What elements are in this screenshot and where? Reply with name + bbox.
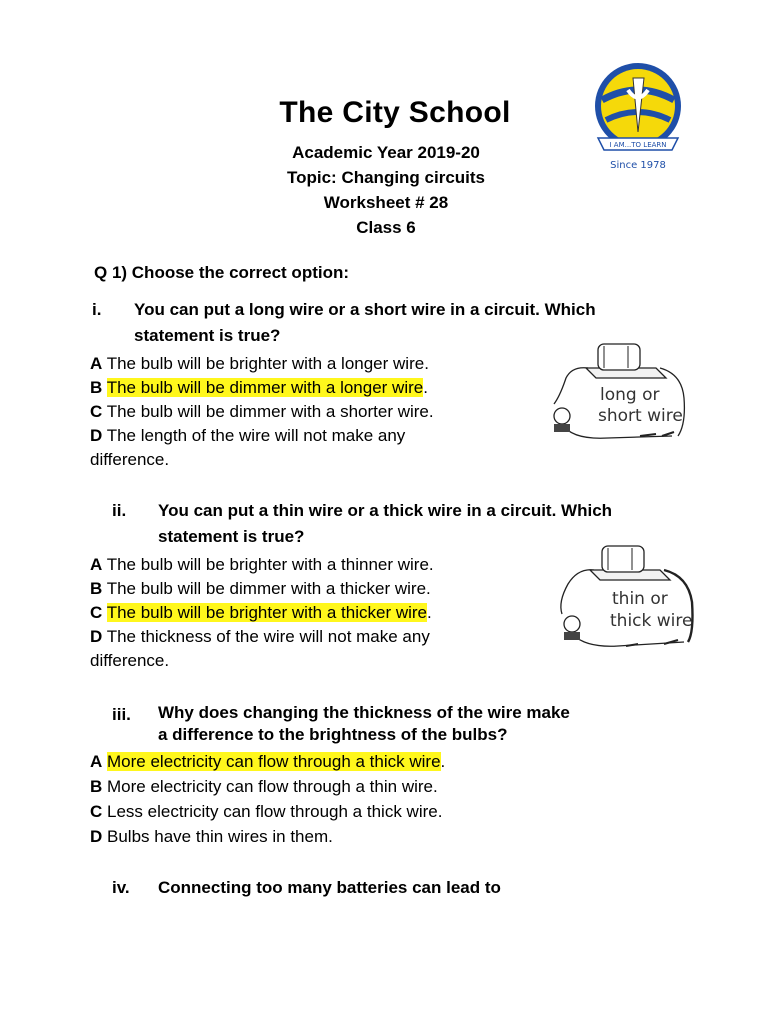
bulb-icon <box>564 616 580 632</box>
option-text: Bulbs have thin wires in them <box>107 827 329 846</box>
question-text-line: Connecting too many batteries can lead to <box>158 878 501 897</box>
option-text: Less electricity can flow through a thick wire <box>107 802 438 821</box>
option-letter: A <box>90 555 103 574</box>
option-letter: D <box>90 827 103 846</box>
question-text <box>158 875 501 901</box>
wire <box>561 570 594 614</box>
option-text: The bulb will be brighter with a longer wire <box>106 354 425 373</box>
wire <box>572 634 684 646</box>
figure-label-line: thin or <box>612 589 668 609</box>
bulb-holder <box>554 424 570 432</box>
circuit-diagram <box>538 540 704 656</box>
figure-label-line: thick wire <box>610 611 693 631</box>
question-text-line: statement is true? <box>158 527 305 546</box>
option-a[interactable]: A The bulb will be brighter with a thinner wire. <box>90 555 434 574</box>
option-letter: A <box>90 752 103 771</box>
bulb-holder <box>564 632 580 640</box>
question-number: iv. <box>112 878 130 897</box>
question-text-line: a difference to the brightness of the bulbs? <box>158 725 508 744</box>
school-title: The City School <box>279 96 511 129</box>
option-letter: D <box>90 426 103 445</box>
question-number: ii. <box>112 501 127 520</box>
school-logo <box>588 60 698 180</box>
worksheet-number: Worksheet # 28 <box>323 193 449 212</box>
section-heading: Q 1) Choose the correct option: <box>94 263 350 282</box>
option-d[interactable]: D Bulbs have thin wires in them. <box>90 827 333 846</box>
option-text: The bulb will be dimmer with a shorter wire <box>106 402 429 421</box>
question-text-line: You can put a thin wire or a thick wire in a circuit. Which <box>158 501 613 520</box>
option-text: The length of the wire will not make any <box>106 426 406 445</box>
option-d[interactable] <box>90 625 430 649</box>
option-letter: B <box>90 777 103 796</box>
option-letter: C <box>90 402 103 421</box>
wire <box>664 570 693 642</box>
option-a[interactable]: A More electricity can flow through a thick wire. <box>90 752 446 771</box>
question-text-line: statement is true? <box>134 326 281 345</box>
option-text: The bulb will be dimmer with a thicker wire <box>106 579 427 598</box>
option-letter: B <box>90 378 103 397</box>
logo-since: Since 1978 <box>610 160 666 171</box>
option-letter: A <box>90 354 103 373</box>
option-c[interactable]: C The bulb will be dimmer with a shorter wire. <box>90 402 434 421</box>
option-letter: D <box>90 627 103 646</box>
wire <box>554 368 588 404</box>
circuit-diagram <box>532 338 698 448</box>
option-text-highlighted: The bulb will be brighter with a thicker wire <box>106 603 428 622</box>
wire <box>562 424 672 438</box>
academic-year: Academic Year 2019-20 <box>292 143 480 162</box>
question-number: iii. <box>112 705 131 724</box>
option-letter: C <box>90 802 103 821</box>
option-b[interactable]: B The bulb will be dimmer with a longer wire. <box>90 378 428 397</box>
option-c[interactable]: C Less electricity can flow through a thick wire. <box>90 802 443 821</box>
wire-clip-icon <box>640 432 674 436</box>
option-text: The thickness of the wire will not make any <box>106 627 430 646</box>
option-c[interactable]: C The bulb will be brighter with a thicker wire. <box>90 603 432 622</box>
question-text-line: You can put a long wire or a short wire in a circuit. Which <box>134 300 596 319</box>
logo-motto: I AM...TO LEARN <box>609 141 667 149</box>
figure-label-line: long or <box>600 385 660 405</box>
question-number: i. <box>92 300 102 319</box>
topic-line: Topic: Changing circuits <box>286 168 486 187</box>
option-b[interactable]: B More electricity can flow through a thin wire. <box>90 777 438 796</box>
option-text-highlighted: The bulb will be dimmer with a longer wire <box>106 378 424 397</box>
question-text-line: Why does changing the thickness of the wire make <box>158 703 570 722</box>
option-a[interactable]: A The bulb will be brighter with a longer wire. <box>90 354 429 373</box>
question-text <box>134 297 596 349</box>
option-letter: C <box>90 603 103 622</box>
option-b[interactable]: B The bulb will be dimmer with a thicker wire. <box>90 579 431 598</box>
option-text: The bulb will be brighter with a thinner wire <box>106 555 429 574</box>
question-text <box>158 702 570 746</box>
option-text: More electricity can flow through a thin wire <box>107 777 433 796</box>
class-line: Class 6 <box>356 218 416 237</box>
option-letter: B <box>90 579 103 598</box>
option-continuation: difference. <box>90 651 170 670</box>
figure-label-line: short wire <box>598 406 683 426</box>
option-continuation: difference. <box>90 450 170 469</box>
option-d[interactable] <box>90 424 405 448</box>
bulb-icon <box>554 408 570 424</box>
wire-clip-icon <box>626 640 678 646</box>
option-text-highlighted: More electricity can flow through a thick wire <box>107 752 441 771</box>
